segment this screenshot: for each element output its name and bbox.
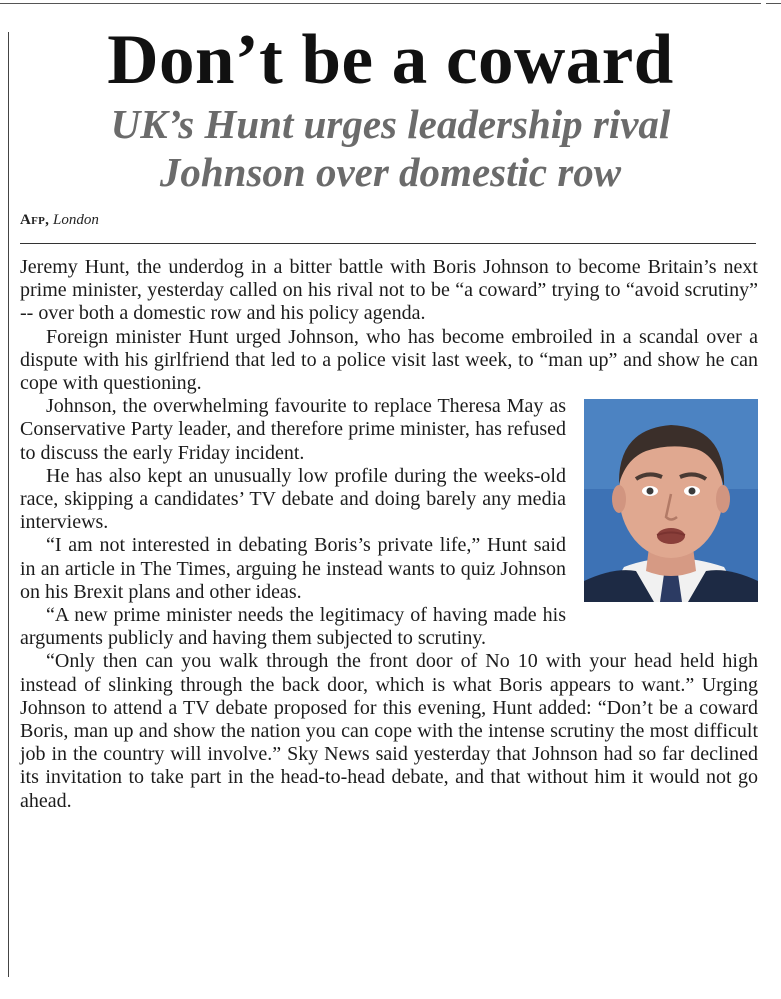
subheadline <box>0 100 781 196</box>
top-rule <box>0 3 761 4</box>
portrait-illustration <box>584 399 758 602</box>
headline: Don’t be a coward <box>107 21 674 99</box>
article-body <box>20 256 758 813</box>
byline-rule <box>20 243 756 244</box>
byline <box>20 212 99 229</box>
paragraph-3 <box>20 395 758 465</box>
paragraph-3-text: Johnson, the overwhelming favourite to replace Theresa May as Conservative Party leader, and therefore prime minister, has refused to discuss the early Friday incident. <box>20 395 566 464</box>
paragraph-5: “I am not interested in debating Boris’s private life,” Hunt said in an article in The Times, arguing he instead wants to quiz Johnson on his Brexit plans and other ideas. <box>20 534 566 603</box>
paragraph-7: “Only then can you walk through the front door of No 10 with your head held high instead of slinking through the back door, which is what Boris appears to want.” Urging Johnson to attend a TV debate proposed for this evening, Hunt added: “Don’t be a coward Boris, man up and show the nation you can cope with the intense scrutiny the most difficult job in the country will involve.” Sky News said yesterday that Johnson had so far declined its invitation to take part in the head-to-head debate, and that without him it would not go ahead. <box>20 650 758 812</box>
subheadline-line-1: UK’s Hunt urges leadership rival <box>110 101 671 147</box>
subheadline-line-2: Johnson over domestic row <box>159 149 622 195</box>
paragraph-2: Foreign minister Hunt urged Johnson, who has become embroiled in a scandal over a dispute with his girlfriend that led to a police visit last week, to “man up” and show he can cope with questioning. <box>20 325 758 395</box>
byline-agency: Afp, <box>20 212 50 228</box>
paragraph-1: Jeremy Hunt, the underdog in a bitter battle with Boris Johnson to become Britain’s next prime minister, yesterday called on his rival not to be “a coward” trying to “avoid scrutiny” -- over both a domestic row and his policy agenda. <box>20 256 758 325</box>
corner-rule <box>766 3 781 4</box>
byline-city: London <box>52 212 99 228</box>
portrait-photo <box>584 399 758 602</box>
paragraph-6: “A new prime minister needs the legitimacy of having made his arguments publicly and having them subjected to scrutiny. <box>20 604 566 650</box>
paragraph-4: He has also kept an unusually low profile during the weeks-old race, skipping a candidates’ TV debate and doing barely any media interviews. <box>20 464 566 534</box>
